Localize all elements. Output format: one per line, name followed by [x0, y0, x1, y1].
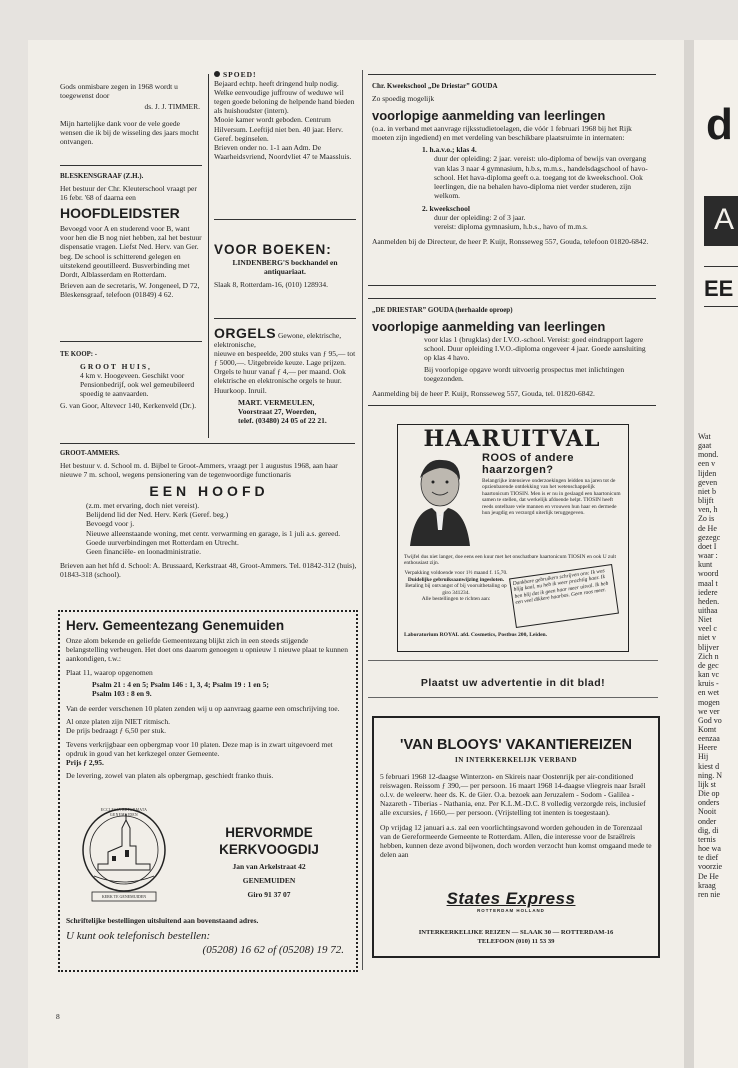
- next-page-line: en wet: [698, 688, 720, 698]
- blooys-content: [380, 737, 652, 859]
- seal-ribbon: ECCLESIA REFORMATA GENEMUIDEN: [100, 808, 148, 817]
- driestar1-sub: Zo spoedig mogelijk: [372, 94, 435, 104]
- next-page-line: blijft: [698, 496, 714, 506]
- haaruitval-sub2: haarzorgen?: [482, 464, 554, 476]
- next-page-a: A: [714, 203, 735, 236]
- next-page-line: niet v: [698, 633, 716, 643]
- kerkvoogdij-org2: KERKVOOGDIJ: [219, 842, 319, 857]
- next-page-line: ven, h: [698, 505, 718, 515]
- driestar1-intro: (o.a. in verband met aanvrage rijksstudietoelagen, die vóór 1 februari 1968 bij het Rijk moeten zijn ingediend) en met verdeling van beschikbare plaatsruimte in internaten:: [372, 124, 632, 143]
- ammers-contact: Brieven aan het hfd d. School: A. Brussaard, Kerkstraat 48, Groot-Ammers. Tel. 01842-312 (huis), 01843-318 (school).: [60, 560, 357, 579]
- next-page-line: de He: [698, 523, 717, 533]
- next-page-line: ternis: [698, 834, 716, 844]
- tekoop-title: GROOT HUIS,: [80, 362, 152, 372]
- next-page-line: lijk st: [698, 779, 717, 789]
- genemuiden-psalms2: Psalm 103 : 8 en 9.: [92, 689, 152, 699]
- next-page-text: [698, 432, 738, 899]
- bleskens-title: HOOFDLEIDSTER: [60, 205, 180, 222]
- haaruitval-order: [404, 570, 508, 603]
- blooys-sub: IN INTERKERKELIJK VERBAND: [454, 756, 578, 764]
- bleskens-contact: Brieven aan de secretaris, W. Jongeneel, D 72, Bleskensgraaf, telefoon (01849) 4 62.: [60, 280, 200, 299]
- next-page-line: onders: [698, 798, 720, 808]
- column-rule: [208, 74, 209, 438]
- next-page-line: Die op: [698, 789, 720, 799]
- portrait-photo: [404, 454, 476, 546]
- thanks-ad: [60, 82, 200, 147]
- next-page-line: dig, di: [698, 825, 719, 835]
- next-page-line: ning. N: [698, 770, 722, 780]
- blooys-p1: 5 februari 1968 12-daagse Winterzon- en Skireis naar Oostenrijk per air-conditioned reiswagen. Reissom ƒ 390,— per persoon. 16 maart 1968 14-daagse vliegreis naar Israël o.l.v. de weleerw. heer ds. K. de Gier. O.a. bezoek aan Jeruzalem - Sodom - Galilea - Nazareth - Tiberias - Nathania, enz. Per K.L.M.-D.C. 8 volledig verzorgde reis, inclusief alle excursies, ƒ 1660,— per persoon. (Vrijstelling tot inenten is toegestaan).: [380, 772, 646, 818]
- next-page-ee: EE: [704, 276, 734, 301]
- divider: [704, 306, 738, 307]
- next-page-line: voorzie: [698, 862, 722, 872]
- next-page-line: woord: [698, 569, 719, 579]
- driestar1-content: [372, 82, 654, 246]
- next-page-line: Niet: [698, 615, 712, 625]
- genemuiden-p5: Tevens verkrijgbaar een opbergmap voor 10 platen. Deze map is in zwart uitgevoerd met opdruk in goud van het kerkzegel onzer Gemeente.: [66, 739, 333, 758]
- next-page-line: onder: [698, 816, 717, 826]
- next-page-big-letter: d: [706, 100, 733, 149]
- next-page-line: de gec: [698, 660, 719, 670]
- tekoop-ad: [60, 350, 202, 411]
- boeken-shop: LINDENBERG'S bockhandel en antiquariaat.: [232, 258, 338, 277]
- next-page-line: Komt: [698, 725, 717, 734]
- boeken-ad: [214, 242, 356, 289]
- driestar2-body2: Bij voorlopige opgave wordt uitvoerig prospectus met inlichtingen toegezonden.: [424, 365, 625, 384]
- spoed-label: SPOED!: [223, 70, 257, 79]
- church-seal: [78, 806, 170, 902]
- next-page-line: uithaa: [698, 605, 718, 615]
- orgels-ad: [214, 325, 356, 425]
- genemuiden-p1: Onze alom bekende en geliefde Gemeentezang blijkt zich in een steeds stijgende belangstelling verheugen. Het doet ons daarom genoegen u opnieuw 1 nieuwe plaat te kunnen aankondigen, t.w.:: [66, 636, 348, 664]
- genemuiden-phone: (05208) 16 62 of (05208) 19 72.: [202, 944, 344, 957]
- driestar1-i2: 2. kweekschool: [422, 203, 470, 213]
- ammers-req5: Goede uurverbindingen met Rotterdam en Utrecht.: [86, 537, 239, 547]
- haaruitval-order4: Alle bestellingen te richten aan:: [421, 596, 491, 603]
- blooys-title: 'VAN BLOOYS' VAKANTIEREIZEN: [400, 737, 632, 753]
- next-page-line: kunt: [698, 560, 713, 570]
- next-page-line: gezegc: [698, 532, 721, 542]
- haaruitval-sub1: ROOS of andere: [482, 452, 574, 464]
- next-page-line: kiest d: [698, 761, 720, 771]
- next-page-line: we ver: [698, 706, 720, 716]
- kerkvoogdij-address: Jan van Arkelstraat 42: [232, 862, 306, 871]
- genemuiden-p4: De prijs bedraagt ƒ 6,50 per stuk.: [66, 725, 166, 735]
- next-page-line: veel c: [698, 624, 717, 634]
- thanks-text2: Mijn hartelijke dank voor de vele goede wensen die ik bij de wisseling des jaars mocht ontvangen.: [60, 119, 199, 147]
- genemuiden-content: [66, 617, 350, 780]
- bleskens-place: BLESKENSGRAAF (Z.H.).: [60, 172, 144, 180]
- driestar1-i1: 1. h.a.v.o.; klas 4.: [422, 145, 477, 155]
- driestar1-contact: Aanmelden bij de Directeur, de heer P. Kuijt, Ronsseweg 557, Gouda, telefoon 01820-6842.: [372, 237, 649, 247]
- next-page-line: Wat: [698, 432, 711, 441]
- orgels-street: Voorstraat 27, Woerden,: [238, 406, 317, 416]
- haaruitval-body: Belangrijke intensieve onderzoekingen leidden na jaren tot de opzienbarende ontdekking van het wetenschappelijk haartonicum TIOSIN. Men is er nu in geslaagd een haartonicum samen te stellen, dat werkelijk afdoende helpt. TIOSIN heeft reeds ontelbare vele mannen en vrouwen hun haar en dermede hun jeugdig en verzorgd uiterlijk teruggegeven.: [482, 478, 621, 517]
- driestar2-contact: Aanmelding bij de heer P. Kuijt, Ronsseweg 557, Gouda, tel. 01820-6842.: [372, 388, 595, 398]
- spoed-body: Bejaard echtp. heeft dringend hulp nodig. Welke eenvoudige juffrouw of weduwe wil tegen goede beloning de helpende hand bieden als huishoudster (intern).: [214, 79, 355, 116]
- next-page-line: niet b: [698, 486, 716, 496]
- next-page-line: iedere: [698, 587, 718, 597]
- next-page-line: geven: [698, 477, 718, 487]
- genemuiden-phone-lead: U kunt ook telefonisch bestellen:: [66, 930, 211, 943]
- haaruitval-order2: Duidelijke gebruiksaanwijzing ingesloten.: [407, 576, 505, 583]
- divider: [214, 318, 356, 319]
- bleskens-ad: [60, 172, 202, 299]
- haaruitval-title: HAARUITVAL: [423, 426, 601, 452]
- next-page-line: een v: [698, 459, 716, 469]
- driestar2-content: [372, 306, 654, 398]
- next-page-line: kraag: [698, 880, 716, 890]
- next-page-line: gaat: [698, 441, 712, 451]
- next-page-line: blijver: [698, 642, 719, 652]
- next-page-line: Nooit: [698, 807, 717, 817]
- next-page-line: kan vc: [698, 670, 720, 680]
- thanks-name: ds. J. J. TIMMER.: [144, 102, 200, 112]
- logo-sub: ROTTERDAM HOLLAND: [477, 908, 545, 913]
- haaruitval-order3: Betaling bij ontvangst of bij vooruitbetaling op giro 341234.: [405, 583, 507, 596]
- orgels-lead: Gewone, elektrische, elektronische,: [214, 331, 342, 350]
- tekoop-body: 4 km v. Hoogeveen. Geschikt voor Pensionbedrijf, ook wel gemeubileerd spoedig te aanvaarden.: [80, 371, 195, 399]
- spoed-ad: [214, 70, 356, 161]
- spoed-body3: Brieven onder no. 1-1 aan Adm. De Waarheidsvriend, Noordvliet 47 te Maassluis.: [214, 142, 352, 161]
- driestar1-i2b: duur der opleiding: 2 of 3 jaar.: [434, 213, 526, 223]
- next-page-line: mogen: [698, 697, 720, 707]
- divider: [214, 219, 356, 220]
- driestar1-i1b: duur der opleiding: 2 jaar. vereist: ulo-diploma of bewijs van overgang van klas 3 naar 4 gymnasium, h.b.s, m.m.s., handelsdagschool of havo-school. Het hava-diploma geeft o.a. toegang tot de kweekschool. Ook leerlingen, die na behalen havo-diploma niet verder studeren, zijn welkom.: [434, 154, 648, 200]
- haaruitval-doubt: Twijfel dus niet langer, doe eens een kuur met het onschatbare haartonicum TIOSIN en ook U zult enthousiast zijn.: [404, 554, 617, 567]
- orgels-body: nieuwe en bespeelde, 200 stuks van ƒ 95,— tot ƒ 5000,—. Uitgebreide keuze. Lage prijzen. Orgels te huur vanaf ƒ 4,— per maand. Ook elektrische en elektronische orgels te huur. Huurkoop. Inruil.: [214, 349, 356, 395]
- driestar1-i2c: vereist: diploma gymnasium, h.b.s., havo of m.m.s.: [434, 222, 588, 232]
- kerkvoogdij-giro: Giro 91 37 07: [247, 890, 291, 900]
- next-page-line: Heere: [698, 743, 718, 753]
- column-rule: [362, 70, 363, 970]
- next-page-line: Zo is: [698, 514, 715, 524]
- ammers-req3: Bevoegd voor j.: [86, 519, 135, 529]
- ammers-req4: Nieuwe alleenstaande woning, met centr. verwarming en garage, is 1 juli a.s. gereed.: [86, 528, 341, 538]
- kerkvoogdij-city: GENEMUIDEN: [242, 876, 296, 886]
- haaruitval-stamp: Dankbare gebruikers schrijven ons: Ik was blijg kaal, nu heb ik weer prachtig haar. Ik ben blij dat ik geen haar meer uitval. Ik heb een veel dikkere haarbos. Geen roos meer.: [509, 564, 619, 628]
- blooys-footer2: TELEFOON (010) 11 53 39: [477, 938, 555, 945]
- logo-text: States Express: [446, 889, 576, 908]
- states-express-logo: [426, 890, 596, 914]
- tekoop-label: TE KOOP: -: [60, 351, 98, 358]
- genemuiden-plaat: Plaat 11, waarop opgenomen: [66, 668, 153, 678]
- ammers-intro: Het bestuur v. d. School m. d. Bijbel te Groot-Ammers, vraagt per 1 augustus 1968, aan haar nieuwe 7 m. school, wegens pensionering van de tegenwoordige functionaris: [60, 461, 338, 480]
- orgels-phone: telef. (03480) 24 05 of 22 21.: [238, 415, 327, 425]
- divider: [704, 266, 738, 267]
- tekoop-contact: G. van Goor, Altevecr 140, Kerkenveld (Dr.).: [60, 401, 197, 411]
- ammers-place: GROOT-AMMERS.: [60, 450, 120, 457]
- haaruitval-content: [400, 427, 624, 451]
- bullet-icon: [214, 71, 220, 77]
- bleskens-intro: Het bestuur der Chr. Kleuterschool vraagt per 16 febr. '68 of daarna een: [60, 184, 197, 203]
- kerkvoogdij-org1: HERVORMDE: [225, 825, 313, 840]
- genemuiden-prijs: Prijs ƒ 2,95.: [66, 758, 104, 768]
- blooys-p2: Op vrijdag 12 januari a.s. zal een voorlichtingsavond worden gehouden in de Torenzaal van de Gereformeerde Gemeente te Rotterdam. Allen, die interesse voor de Israëlreis hebben, kunnen deze avond bijwonen, doch worden verzocht hun komst omgaand mede te delen aan: [380, 822, 652, 859]
- next-page-strip: [694, 40, 738, 1068]
- blooys-footer1: INTERKERKELIJKE REIZEN — SLAAK 30 — ROTTERDAM-16: [418, 929, 614, 936]
- blooys-footer: [380, 928, 652, 946]
- next-page-line: eenzaa: [698, 734, 720, 744]
- orgels-name: MART. VERMEULEN,: [238, 397, 315, 407]
- next-page-line: doet I: [698, 541, 717, 551]
- genemuiden-order: [66, 916, 350, 957]
- next-page-line: kruis -: [698, 679, 719, 689]
- next-page-line: God vo: [698, 715, 722, 725]
- next-page-line: heden.: [698, 596, 720, 606]
- ammers-ad: [60, 449, 358, 579]
- next-page-line: ren nie: [698, 889, 720, 899]
- divider: [368, 660, 658, 661]
- next-page-line: Zich n: [698, 651, 719, 661]
- divider: [60, 443, 355, 444]
- haaruitval-order1: Verpakking voldoende voor 1½ maand f. 15,70.: [404, 570, 508, 576]
- next-page-line: waar :: [698, 551, 718, 561]
- divider: [60, 165, 202, 166]
- seal-label: KERK TE GENEMUIDEN: [101, 894, 147, 899]
- driestar2-org: „DE DRIESTAR” GOUDA (herhaalde oproep): [372, 306, 513, 314]
- next-page-line: hoe wa: [698, 844, 721, 854]
- genemuiden-p2: Van de eerder verschenen 10 platen zenden wij u op aanvraag gaarne een omschrijving toe.: [66, 703, 340, 713]
- page-number: 8: [56, 1012, 60, 1021]
- spoed-body2: Mooie kamer wordt geboden. Centrum Hilversum. Leeftijd niet ben. 40 jaar. Herv. Geref. beginselen.: [214, 115, 344, 143]
- church-seal-icon: [78, 806, 170, 902]
- thanks-text: Gods onmisbare zegen in 1968 wordt u toegewenst door: [60, 82, 178, 101]
- next-page-line: maal t: [698, 578, 718, 588]
- driestar1-title: voorlopige aanmelding van leerlingen: [372, 108, 606, 124]
- ammers-req6: Geen financiële- en loonadministratie.: [86, 546, 201, 556]
- kerkvoogdij-block: [184, 824, 354, 899]
- next-page-line: lijden: [698, 468, 717, 478]
- plaats-advert: Plaatst uw advertentie in dit blad!: [420, 677, 606, 689]
- haaruitval-lab: Laboratorium ROYAL afd. Cosmetics, Postbus 200, Leiden.: [404, 632, 548, 638]
- ammers-req1: (z.m. met ervaring, doch niet vereist).: [86, 501, 200, 511]
- boeken-title: VOOR BOEKEN:: [214, 242, 332, 257]
- page-gutter: [684, 40, 694, 1068]
- driestar2-title: voorlopige aanmelding van leerlingen: [372, 319, 606, 335]
- genemuiden-p3: Al onze platen zijn NIET ritmisch.: [66, 716, 171, 726]
- driestar1-org: Chr. Kweekschool „De Driestar” GOUDA: [372, 82, 498, 90]
- haaruitval-text: [482, 452, 622, 516]
- next-page-line: te dief: [698, 853, 719, 863]
- genemuiden-p6: De levering, zowel van platen als opbergmap, geschiedt franko thuis.: [66, 771, 274, 781]
- divider: [60, 341, 202, 342]
- orgels-title: ORGELS: [214, 325, 277, 341]
- divider: [368, 697, 658, 698]
- ammers-req2: Belijdend lid der Ned. Herv. Kerk (Geref. beg.): [86, 510, 229, 520]
- genemuiden-title: Herv. Gemeentezang Genemuiden: [66, 618, 285, 633]
- driestar2-body: voor klas 1 (brugklas) der I.V.O.-school. Vereist: goed eindrapport lagere school. Duur opleiding I.V.O.-diploma ongeveer 4 jaar. Goede aansluiting op klas 4 havo.: [424, 335, 646, 363]
- bleskens-body: Bevoegd voor A en studerend voor B, want voor hen die B nog niet hebben, zal het bestuur dispensatie vragen. Liefst Ned. Herv. van Ger. beg. De school is schitterend gelegen en uitstekend geoutilleerd. Busverbinding met Dordt, Alblasserdam en Rotterdam.: [60, 224, 202, 279]
- genemuiden-psalms1: Psalm 21 : 4 en 5; Psalm 146 : 1, 3, 4; Psalm 19 : 1 en 5;: [92, 680, 269, 690]
- next-page-line: mond.: [698, 450, 719, 460]
- ammers-title: EEN HOOFD: [149, 483, 269, 500]
- next-page-line: De He: [698, 871, 719, 881]
- boeken-address: Slaak 8, Rotterdam-16, (010) 128934.: [214, 280, 328, 290]
- genemuiden-written: Schriftelijke bestellingen uitsluitend aan bovenstaand adres.: [66, 916, 259, 925]
- next-page-line: Hij: [698, 752, 709, 762]
